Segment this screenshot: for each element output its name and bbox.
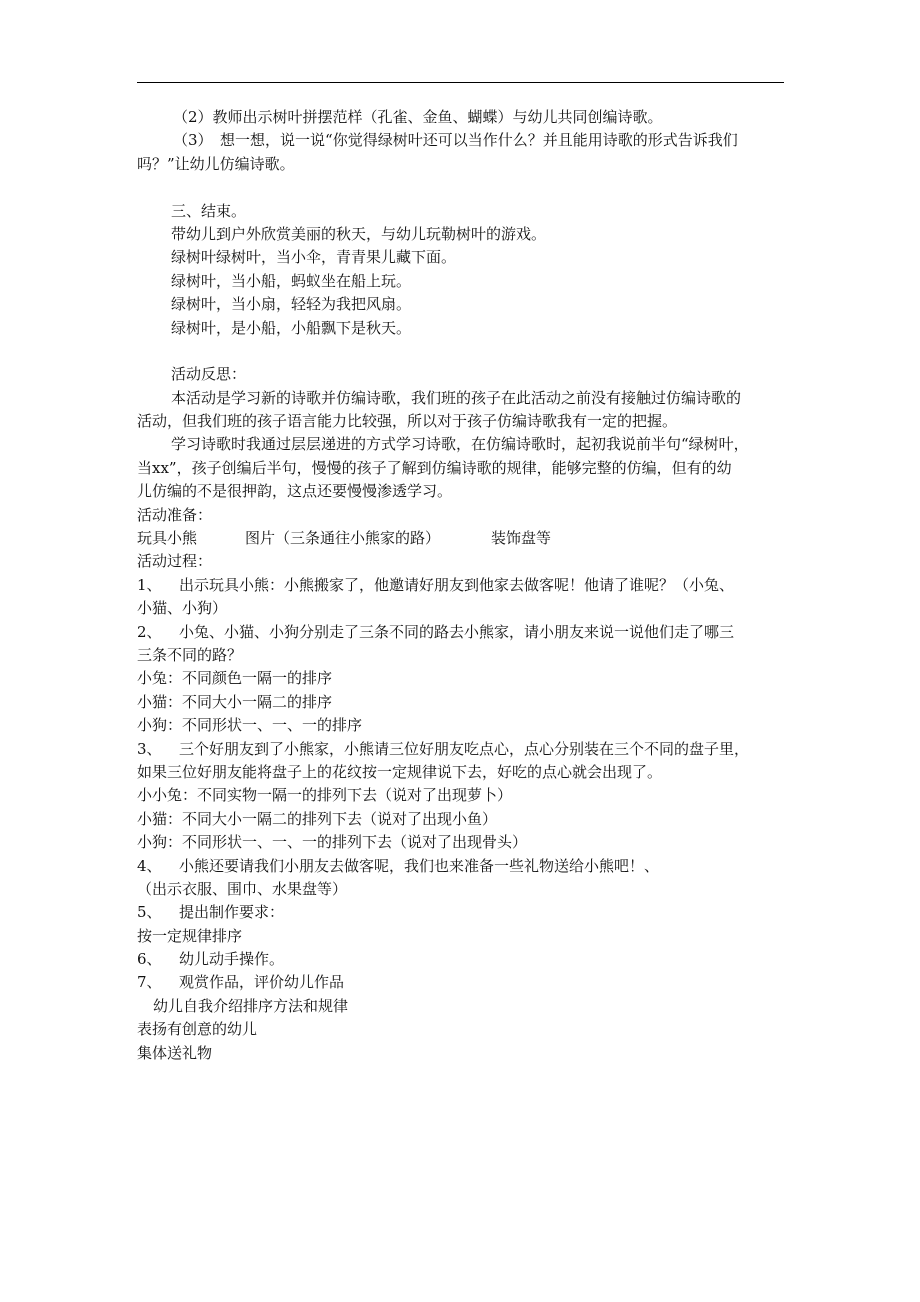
step-text: 提出制作要求： (179, 903, 285, 922)
section-heading: 活动准备： (137, 505, 213, 524)
step-line (137, 597, 787, 620)
step-line (137, 948, 787, 971)
step-line (137, 574, 787, 597)
step-text: 观赏作品，评价幼儿作品 (179, 973, 345, 992)
step-number: 2、 (137, 622, 162, 641)
poem-line: 绿树叶，当小扇，轻轻为我把风扇。 (171, 295, 412, 314)
text-line: 学习诗歌时我通过层层递进的方式学习诗歌，在仿编诗歌时，起初我说前半句“绿树叶， (171, 435, 749, 454)
step-number: 3、 (137, 739, 162, 758)
step-text: 小猫、小狗） (137, 599, 228, 618)
header-rule (137, 82, 784, 83)
step-number: 5、 (137, 903, 162, 922)
blank-line (137, 340, 787, 363)
step-number: 7、 (137, 973, 162, 992)
step-text: 小兔、小猫、小狗分别走了三条不同的路去小熊家，请小朋友来说一说他们走了哪三 (179, 622, 735, 641)
step-line (137, 901, 787, 924)
document-body (137, 106, 787, 1065)
text-line: 带幼儿到户外欣赏美丽的秋天，与幼儿玩勒树叶的游戏。 (171, 224, 547, 243)
text-line: （出示衣服、围巾、水果盘等） (137, 879, 348, 898)
text-line: 幼儿自我介绍排序方法和规律 (153, 996, 349, 1015)
text-line: 三条不同的路？ (137, 645, 243, 664)
step-line (137, 738, 787, 761)
step-number: 6、 (137, 950, 162, 969)
text-line: 本活动是学习新的诗歌并仿编诗歌，我们班的孩子在此活动之前没有接触过仿编诗歌的 (171, 388, 742, 407)
text-line: 小狗：不同形状一、一、一的排序 (137, 716, 363, 735)
step-number: 4、 (137, 856, 162, 875)
prep-item: 装饰盘等 (491, 529, 552, 548)
section-heading: 活动反思： (171, 365, 247, 384)
step-line (137, 621, 787, 644)
text-line: 活动，但我们班的孩子语言能力比较强，所以对于孩子仿编诗歌我有一定的把握。 (137, 412, 678, 431)
step-text: 出示玩具小熊：小熊搬家了，他邀请好朋友到他家去做客呢！他请了谁呢？（小兔、 (179, 575, 735, 594)
text-line: 小猫：不同大小一隔二的排序 (137, 692, 333, 711)
poem-line: 绿树叶，是小船，小船飘下是秋天。 (171, 318, 412, 337)
text-line: （3） 想一想，说一说“你觉得绿树叶还可以当作什么？并且能用诗歌的形式告诉我们 (173, 131, 738, 150)
poem-line: 绿树叶，当小船，蚂蚁坐在船上玩。 (171, 271, 412, 290)
step-text: 小熊还要请我们小朋友去做客呢，我们也来准备一些礼物送给小熊吧！、 (179, 856, 660, 875)
text-line: 当xx”，孩子创编后半句，慢慢的孩子了解到仿编诗歌的规律，能够完整的仿编，但有的幼 (137, 458, 732, 477)
text-line: 按一定规律排序 (137, 926, 243, 945)
section-heading: 三、结束。 (171, 201, 247, 220)
text-line: 小狗：不同形状一、一、一的排列下去（说对了出现骨头） (137, 833, 528, 852)
text-line: 小猫：不同大小一隔二的排列下去（说对了出现小鱼） (137, 809, 498, 828)
step-text: 幼儿动手操作。 (179, 950, 285, 969)
text-line: （2）教师出示树叶拼摆范样（孔雀、金鱼、蝴蝶）与幼儿共同创编诗歌。 (173, 108, 663, 126)
prep-row (137, 527, 787, 550)
text-line: 小小兔：不同实物一隔一的排列下去（说对了出现萝卜） (137, 786, 513, 805)
step-line (137, 971, 787, 994)
text-line: 表扬有创意的幼儿 (137, 1020, 258, 1039)
text-line: 吗？”让幼儿仿编诗歌。 (137, 154, 295, 173)
section-heading: 活动过程： (137, 552, 213, 571)
step-line (137, 855, 787, 878)
step-number: 1、 (137, 575, 162, 594)
prep-item: 玩具小熊 (137, 529, 198, 548)
text-line: 如果三位好朋友能将盘子上的花纹按一定规律说下去，好吃的点心就会出现了。 (137, 762, 663, 781)
blank-line (137, 176, 787, 199)
step-text: 三个好朋友到了小熊家，小熊请三位好朋友吃点心，点心分别装在三个不同的盘子里， (179, 739, 750, 758)
prep-item: 图片（三条通往小熊家的路） (245, 529, 441, 548)
text-line: 儿仿编的不是很押韵，这点还要慢慢渗透学习。 (137, 482, 453, 501)
text-line: 小兔：不同颜色一隔一的排序 (137, 669, 333, 688)
poem-line: 绿树叶绿树叶，当小伞，青青果儿藏下面。 (171, 248, 457, 267)
text-line: 集体送礼物 (137, 1043, 213, 1062)
